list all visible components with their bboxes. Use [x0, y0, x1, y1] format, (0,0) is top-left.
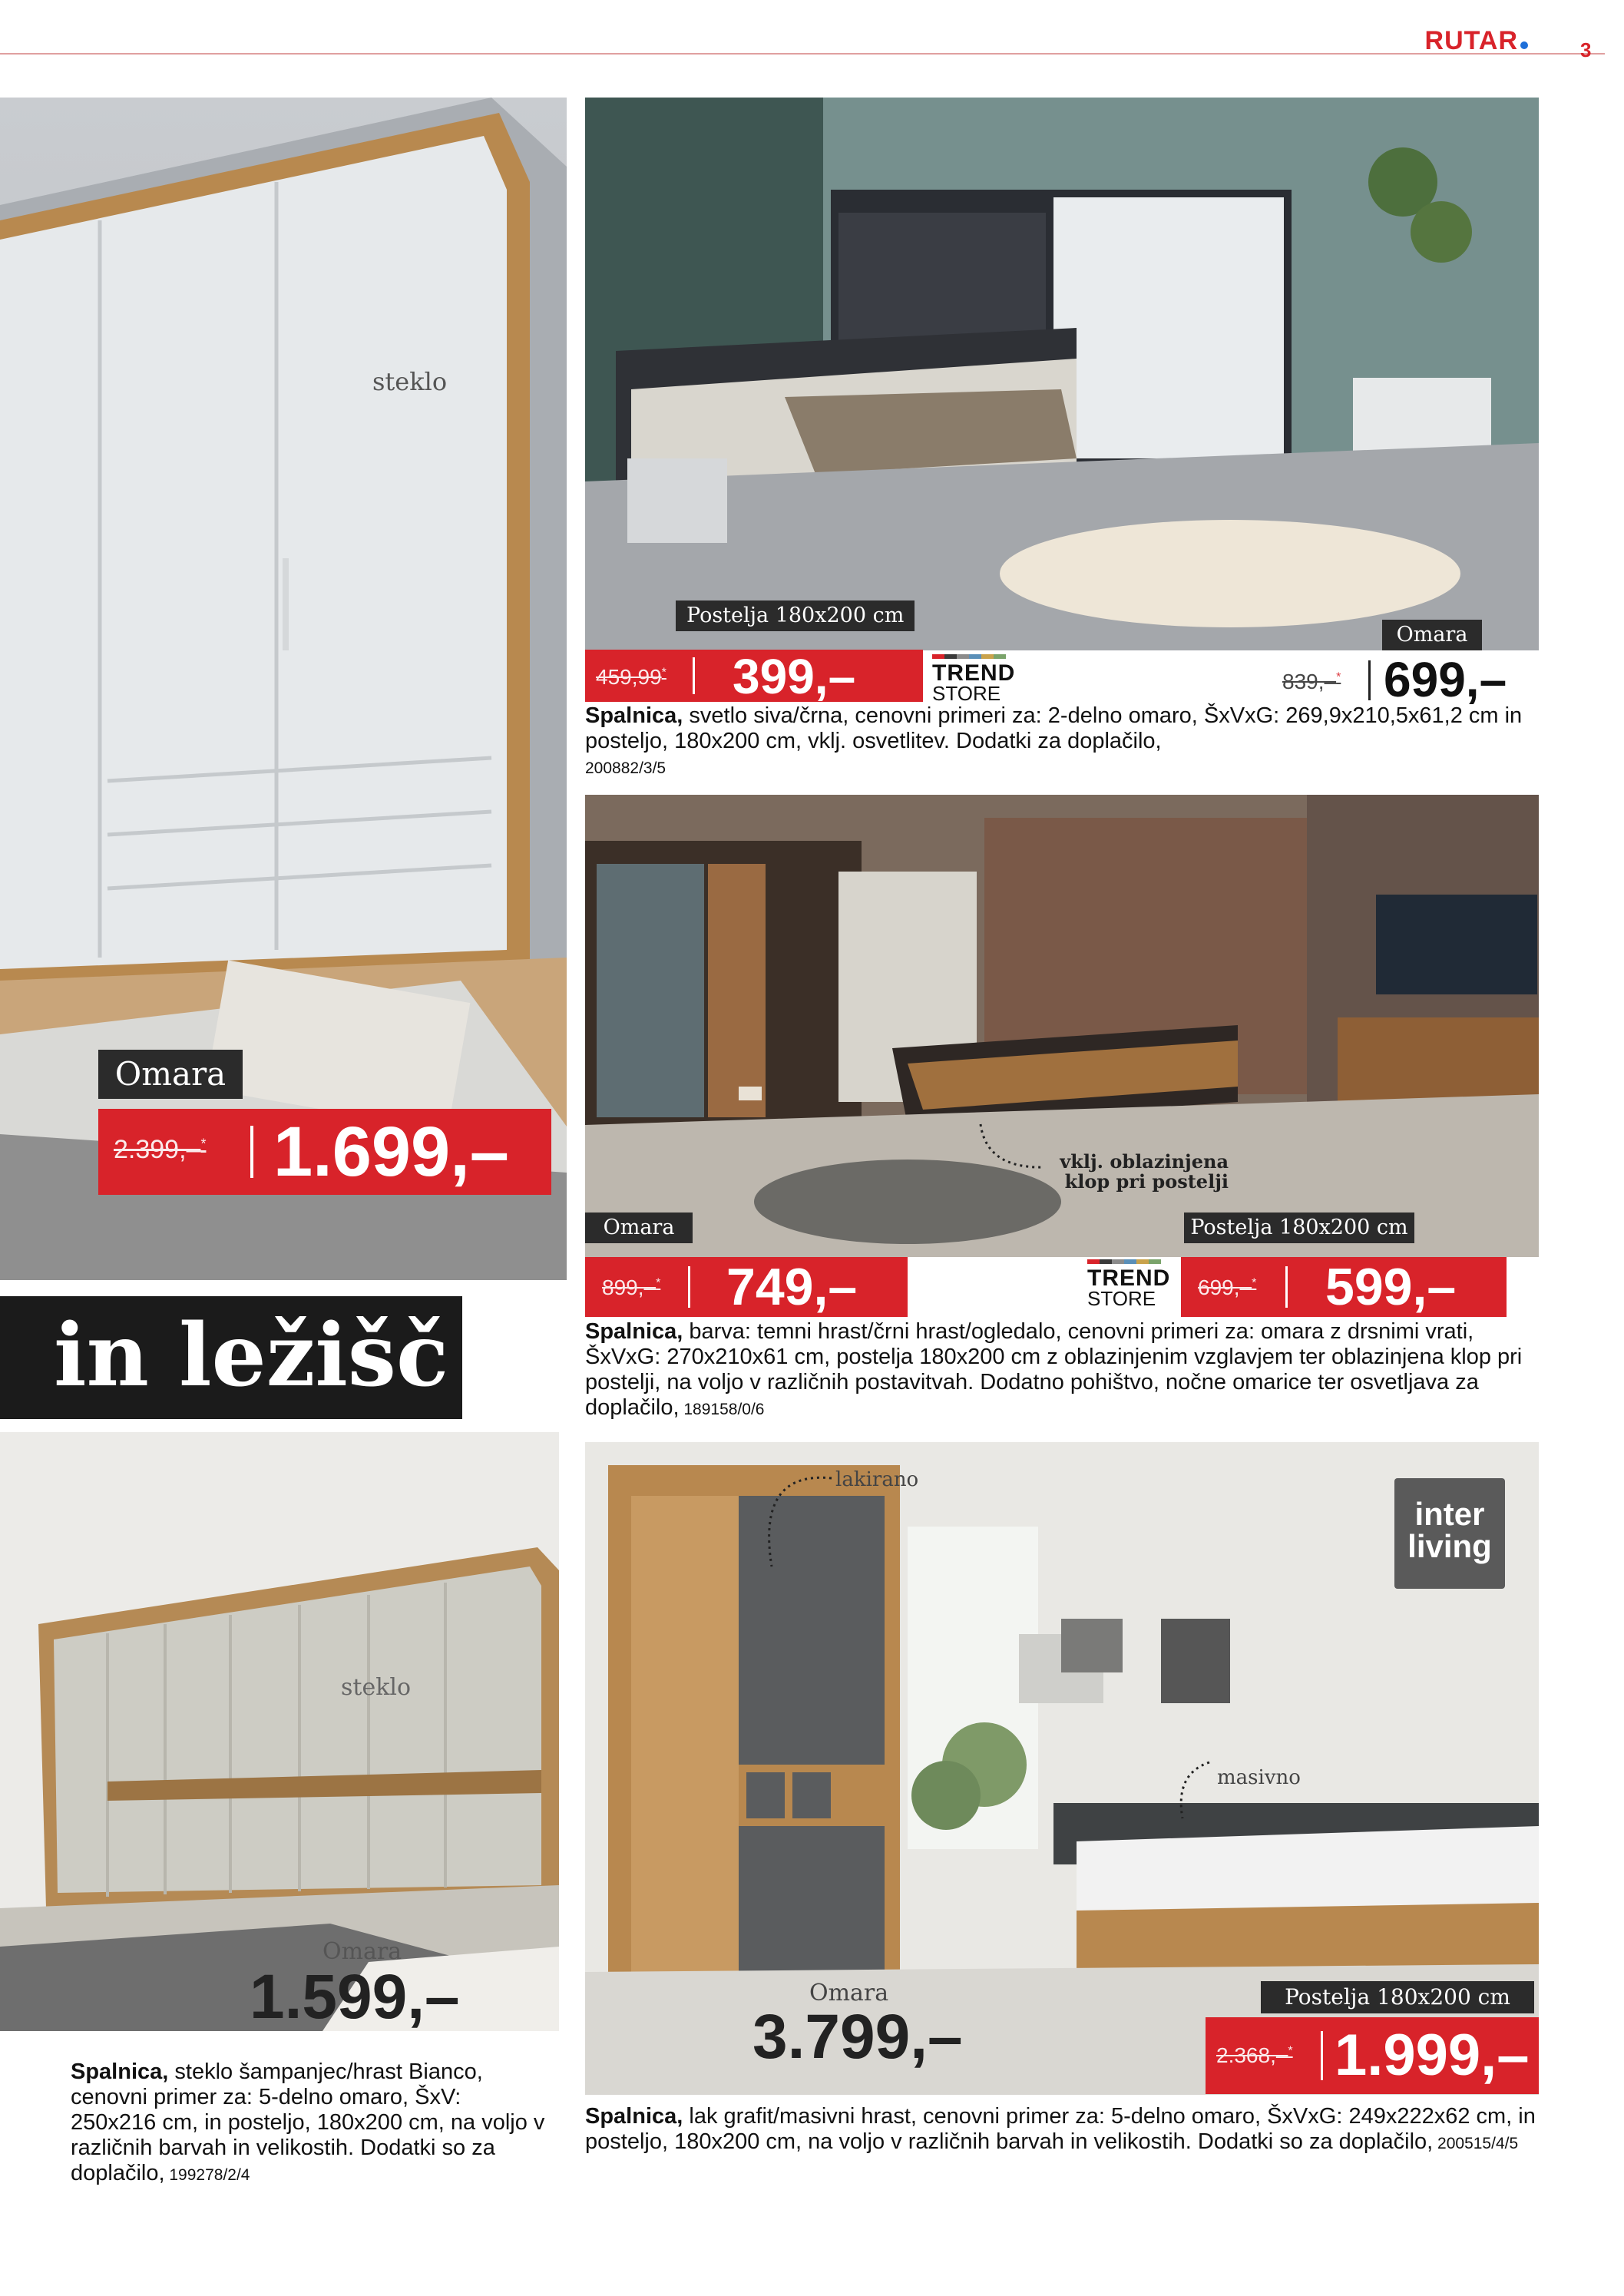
bed-label-2: Postelja 180x200 cm — [1184, 1213, 1414, 1243]
wardrobe-label-2: Omara — [322, 1938, 402, 1965]
price-divider — [1285, 1266, 1288, 1308]
bed-label-1: Postelja 180x200 cm — [676, 600, 915, 631]
logo-dot-icon — [1520, 41, 1528, 49]
wardrobe-label-1: Omara — [1382, 620, 1482, 650]
price-wardrobe-champagne: 1.599,– — [250, 1962, 460, 2032]
bed-price-1: 399,– — [733, 649, 856, 704]
trend-store-logo-1[interactable]: TREND STORE — [932, 654, 1015, 703]
bed-old-price-2: 699,–* — [1198, 1275, 1257, 1299]
price-tag-bed-1 — [585, 650, 923, 702]
description-oak: Spalnica, barva: temni hrast/črni hrast/ogledalo, cenovni primeri za: omara z drsnimi vrati, ŠxVxG: 270x210x61 cm, postelja 180x200 cm z oblazinjenim vzglavjem ter oblazinjena klop pri postelji, na voljo v različnih postavitvah. Dodatno pohištvo, nočne omarice ter osvetljava za doplačilo, 189158/0/6 — [585, 1319, 1523, 1420]
bed-price-2: 599,– — [1325, 1258, 1457, 1316]
wardrobe-price-block-1 — [1282, 653, 1539, 705]
wardrobe-photo-glass — [0, 98, 567, 1280]
section-title: in ležišč — [54, 1305, 449, 1406]
price-tag-wardrobe-2 — [585, 1257, 908, 1317]
trend-stripes-icon — [932, 654, 1006, 659]
new-price: 1.699,– — [273, 1113, 509, 1191]
price-divider — [1321, 2031, 1323, 2080]
price-tag-wardrobe-glass — [98, 1109, 551, 1195]
wardrobe-price-2: 749,– — [726, 1258, 858, 1316]
wardrobe-old-price-2: 899,–* — [602, 1275, 661, 1299]
glass-label: steklo — [372, 367, 448, 396]
bed-label-3: Postelja 180x200 cm — [1261, 1981, 1534, 2013]
bed-old-price-1: 459,99* — [596, 665, 666, 689]
lacquer-pointer — [756, 1471, 833, 1570]
trend-store-logo-2[interactable]: TREND STORE — [1087, 1259, 1170, 1308]
wardrobe-label: Omara — [98, 1050, 243, 1099]
wardrobe-photo-champagne — [0, 1432, 559, 2031]
wardrobe-illustration-2 — [0, 1432, 559, 2031]
description-grey: Spalnica, svetlo siva/črna, cenovni primeri za: 2-delno omaro, ŠxVxG: 269,9x210,5x61,2 cm in posteljo, 180x200 cm, vklj. osvetlitev. Dodatki za doplačilo, 200882/3/5 — [585, 703, 1523, 777]
inter-living-logo[interactable]: inter living — [1394, 1478, 1505, 1589]
page-number: 3 — [1580, 38, 1592, 61]
solid-wood-pointer — [1175, 1758, 1213, 1820]
wardrobe-old-price-1: 839,–* — [1282, 670, 1341, 693]
lacquer-label: lakirano — [835, 1468, 919, 1491]
old-price: 2.399,–* — [114, 1135, 207, 1164]
wardrobe-price-3: 3.799,– — [752, 2002, 963, 2072]
wardrobe-label-2b: Omara — [585, 1213, 693, 1243]
note-pointer — [979, 1123, 1048, 1176]
price-tag-bed-2 — [1181, 1257, 1507, 1317]
price-divider — [250, 1126, 253, 1178]
description-champagne: Spalnica, steklo šampanjec/hrast Bianco, cenovni primer za: 5-delno omaro, ŠxV: 250x216 cm, in posteljo, 180x200 cm, na voljo v različnih barvah in velikostih. Dodatki so za doplačilo, 199278/2/4 — [71, 2059, 545, 2185]
bedroom-photo-grey — [585, 98, 1539, 650]
trend-stripes-icon — [1087, 1259, 1161, 1264]
solid-wood-label: masivno — [1217, 1766, 1301, 1789]
price-divider — [688, 1266, 690, 1308]
price-tag-bed-3 — [1206, 2017, 1539, 2094]
price-divider — [693, 657, 695, 694]
header-rule — [0, 53, 1605, 55]
brand-logo[interactable]: RUTAR — [1425, 26, 1528, 56]
bedroom-illustration-1 — [585, 98, 1539, 650]
bed-old-price-3: 2.368,–* — [1216, 2043, 1293, 2067]
wardrobe-price-1: 699,– — [1384, 652, 1507, 707]
price-divider — [1368, 660, 1371, 700]
glass-label-2: steklo — [341, 1674, 412, 1701]
section-title-box — [0, 1296, 462, 1419]
wardrobe-label-3: Omara — [809, 1980, 889, 2007]
bench-note: vklj. oblazinjena klop pri postelji — [1060, 1150, 1229, 1193]
description-graphite: Spalnica, lak grafit/masivni hrast, cenovni primer za: 5-delno omaro, ŠxVxG: 249x222x62 cm, in posteljo, 180x200 cm, na voljo v različnih barvah in velikostih. Dodatki so za doplačilo, 200515/4/5 — [585, 2104, 1536, 2154]
bed-price-3: 1.999,– — [1335, 2023, 1530, 2088]
wardrobe-illustration — [0, 98, 567, 1280]
